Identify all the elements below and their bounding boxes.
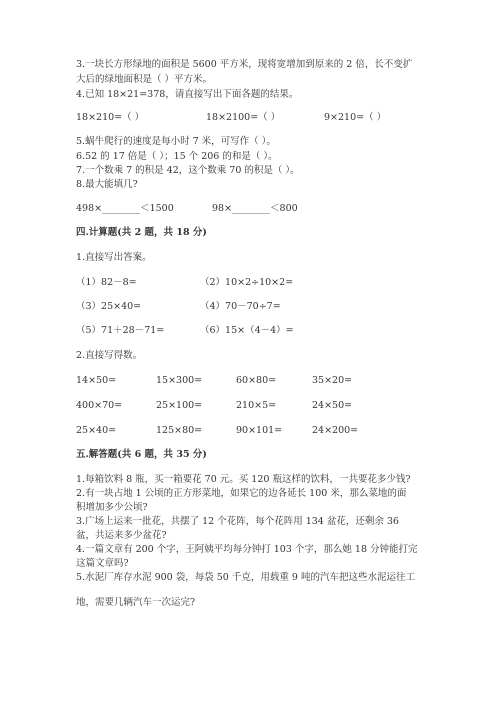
question-4-item: 9×210=（ ） bbox=[324, 112, 387, 123]
calc-item: （2）10×2÷10×2= bbox=[200, 277, 294, 288]
section-4-question-2: 2.直接写得数。 bbox=[76, 350, 143, 361]
calc-item: （3）25×40= bbox=[76, 301, 142, 312]
mental-math-item: 25×40= bbox=[76, 425, 117, 436]
section-5-question-5-line-1: 5.水泥厂库存水泥 900 袋，每袋 50 千克，用载重 9 吨的汽车把这些水泥运往工 bbox=[76, 572, 415, 583]
question-4-text: 4.已知 18×21=378，请直接写出下面各题的结果。 bbox=[76, 89, 299, 100]
mental-math-item: 60×80= bbox=[236, 375, 277, 386]
question-8-item: 98×________＜800 bbox=[212, 203, 298, 214]
section-5-question-2-line-1: 2.有一块占地 1 公顷的正方形菜地，如果它的边各延长 100 米，那么菜地的面 bbox=[76, 488, 407, 499]
mental-math-item: 400×70= bbox=[76, 400, 123, 411]
section-5-question-1: 1.每箱饮料 8 瓶，买一箱要花 70 元。买 120 瓶这样的饮料，一共要花多少钱? bbox=[76, 474, 411, 485]
question-4-item: 18×210=（ ） bbox=[76, 112, 145, 123]
question-3-line-2: 大后的绿地面积是（ ）平方米。 bbox=[76, 74, 213, 85]
mental-math-item: 90×101= bbox=[236, 425, 283, 436]
question-4-item: 18×2100=（ ） bbox=[206, 112, 281, 123]
calc-item: （1）82－8= bbox=[76, 277, 137, 288]
calc-item: （4）70－70÷7= bbox=[200, 301, 281, 312]
question-5-text: 5.蜗牛爬行的速度是每小时 7 米，可写作（ ）。 bbox=[76, 136, 276, 147]
section-5-question-3-line-1: 3.广场上运来一批花，共摆了 12 个花阵，每个花阵用 134 盆花，还剩余 36 bbox=[76, 516, 399, 527]
section-4-heading: 四.计算题(共 2 题，共 18 分) bbox=[76, 227, 207, 238]
section-5-question-5-line-2: 地，需要几辆汽车一次运完? bbox=[76, 597, 196, 608]
section-5-question-4-line-2: 这篇文章吗? bbox=[76, 558, 129, 569]
mental-math-item: 24×200= bbox=[312, 425, 359, 436]
section-4-question-1: 1.直接写出答案。 bbox=[76, 252, 152, 263]
mental-math-item: 24×50= bbox=[312, 400, 353, 411]
question-8-item: 498×________＜1500 bbox=[76, 203, 174, 214]
section-5-question-2-line-2: 积增加多少公顷? bbox=[76, 502, 148, 513]
calc-item: （5）71＋28－71= bbox=[76, 325, 165, 336]
section-5-question-3-line-2: 盆，共运来多少盆花? bbox=[76, 530, 167, 541]
mental-math-item: 35×20= bbox=[312, 375, 353, 386]
section-5-question-4-line-1: 4.一篇文章有 200 个字，王阿姨平均每分钟打 103 个字，那么她 18 分钟能打完 bbox=[76, 544, 418, 555]
mental-math-item: 15×300= bbox=[156, 375, 203, 386]
mental-math-item: 210×5= bbox=[236, 400, 277, 411]
question-8-text: 8.最大能填几? bbox=[76, 179, 138, 190]
mental-math-item: 125×80= bbox=[156, 425, 203, 436]
calc-item: （6）15×（4－4）= bbox=[200, 325, 294, 336]
section-5-heading: 五.解答题(共 6 题，共 35 分) bbox=[76, 449, 207, 460]
mental-math-item: 14×50= bbox=[76, 375, 117, 386]
question-3-line-1: 3.一块长方形绿地的面积是 5600 平方米，现将宽增加到原来的 2 倍，长不变扩 bbox=[76, 59, 413, 70]
question-7-text: 7.一个数乘 7 的积是 42，这个数乘 70 的积是（ ）。 bbox=[76, 165, 300, 176]
mental-math-item: 25×100= bbox=[156, 400, 203, 411]
question-6-text: 6.52 的 17 倍是（ ）；15 个 206 的和是（ ）。 bbox=[76, 151, 278, 162]
